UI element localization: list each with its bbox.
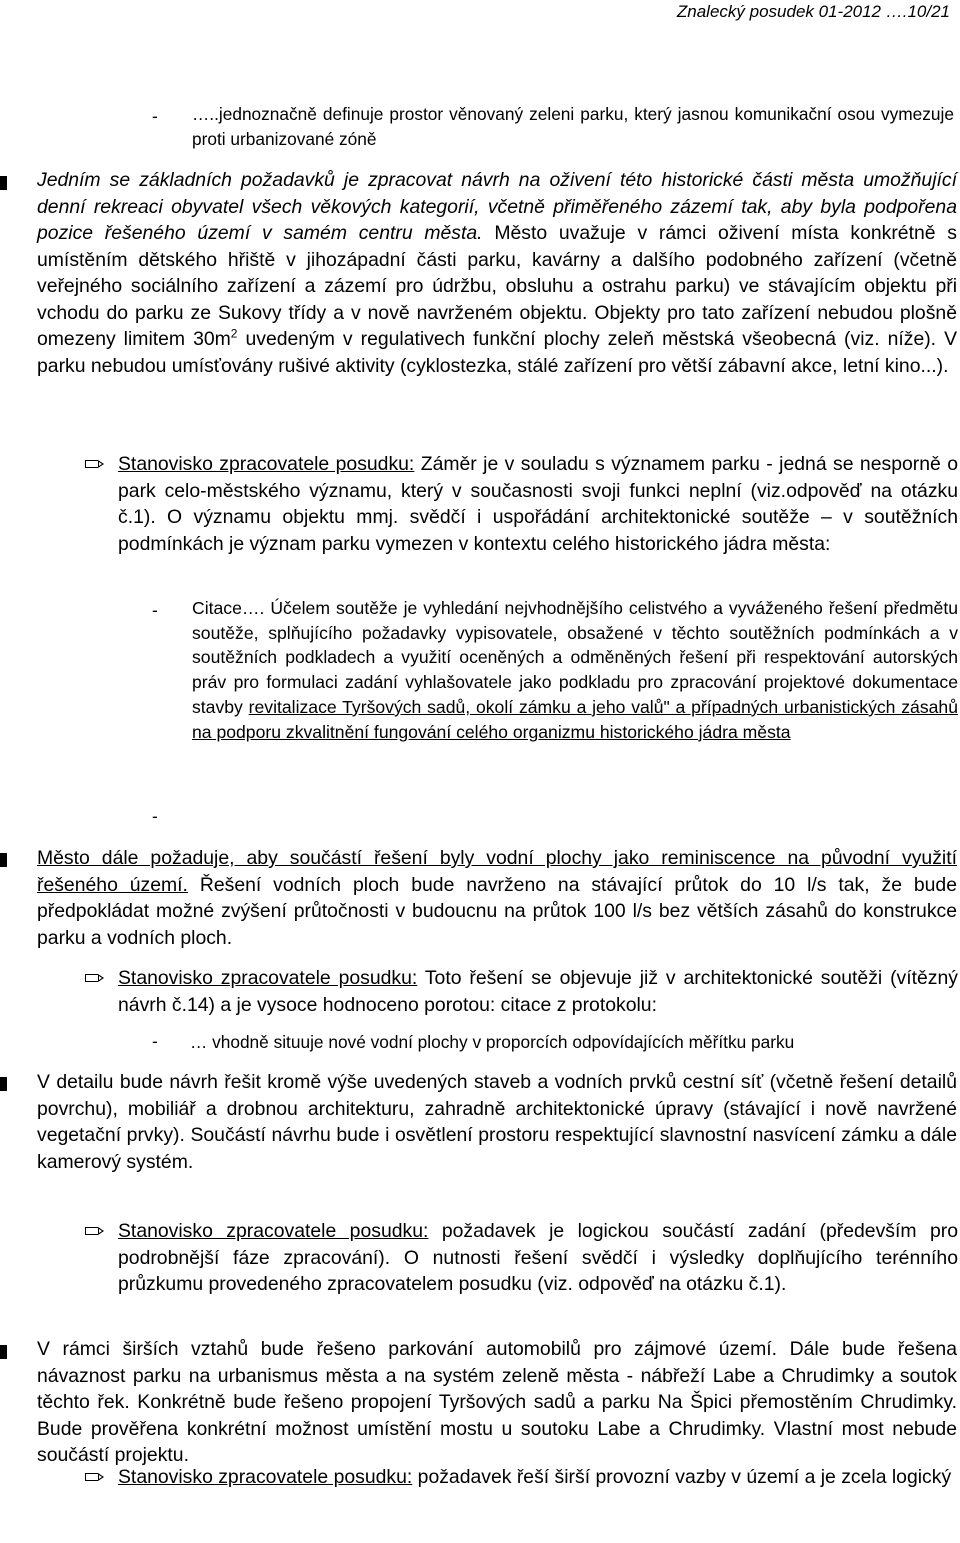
- paragraph-4: V rámci širších vztahů bude řešeno parkování automobilů pro zájmové území. Dále bude řešena návaznost parku na urbanismus města a na systém zeleně města - nábřeží Labe a Chrudimky a soutok těchto řek. Konkrétně bude řešeno propojení Tyršových sadů a parku Na Špici přemostěním Chrudimky. Bude prověřena konkrétní možnost umístění mostu u soutoku Labe a Chrudimky. Vlastní most nebude součástí projektu.: [37, 1338, 957, 1466]
- list-dash: -: [152, 806, 158, 826]
- stanovisko-2: Stanovisko zpracovatele posudku: Toto řešení se objevuje již v architektonické soutěži (vítězný návrh č.14) a je vysoce hodnoceno porotou: citace z protokolu:: [118, 967, 958, 1016]
- arrow-bullet-icon: [85, 974, 98, 982]
- arrow-bullet-icon: [85, 1227, 98, 1235]
- arrow-bullet-icon: [85, 460, 98, 468]
- list-dash: -: [152, 600, 158, 620]
- bullet-square-icon: [0, 1345, 7, 1359]
- bullet-square-icon: [0, 1077, 7, 1091]
- paragraph-3: V detailu bude návrh řešit kromě výše uvedených staveb a vodních prvků cestní síť (včetně řešení detailů povrchu), mobiliář a drobnou architekturu, zahradně architektonické úpravy (stávající i nově navržené vegetační prvky). Součástí návrhu bude i osvětlení prostoru respektující slavnostní nasvícení zámku a dále kamerový systém.: [37, 1071, 957, 1173]
- citation-2: … vhodně situuje nové vodní plochy v proporcích odpovídajících měřítku parku: [190, 1032, 795, 1052]
- paragraph-2: Město dále požaduje, aby součástí řešení byly vodní plochy jako reminiscence na původní využití řešeného území. Řešení vodních ploch bude navrženo na stávající průtok do 10 l/s tak, že bude předpokládat možné zvýšení průtočnosti v budoucnu na průtok 100 l/s bez větších zásahů do konstrukce parku a vodních ploch.: [37, 847, 958, 949]
- bullet-square-icon: [0, 176, 7, 190]
- page-header: Znalecký posudek 01-2012 ….10/21: [676, 2, 950, 21]
- citation-1: Citace…. Účelem soutěže je vyhledání nejvhodnějšího celistvého a vyváženého řešení předmětu soutěže, splňujícího požadavky vypisovatele, obsažené v těchto soutěžních podmínkách a v soutěžních podkladech a využití oceněných a odměněných řešení při respektování autorských práv pro formulaci zadání vyhlašovatele jako podkladu pro zpracování projektové dokumentace stavby revitalizace Tyršových sadů, okolí zámku a jeho valů" a případných urbanistických zásahů na podporu zkvalitnění fungování celého organizmu historického jádra města: [192, 598, 958, 742]
- arrow-bullet-icon: [85, 1473, 98, 1481]
- stanovisko-3: Stanovisko zpracovatele posudku: požadavek je logickou součástí zadání (především pro podrobnější fáze zpracování). O nutnosti řešení svědčí i výsledky doplňujícího terénního průzkumu provedeného zpracovatelem posudku (viz. odpověď na otázku č.1).: [118, 1220, 958, 1295]
- bullet-square-icon: [0, 853, 7, 867]
- list-dash: -: [152, 1031, 158, 1051]
- stanovisko-1: Stanovisko zpracovatele posudku: Záměr je v souladu s významem parku - jedná se nesporně o park celo-městského významu, který v současnosti svoji funkci neplní (viz.odpověď na otázku č.1). O významu objektu mmj. svědčí i uspořádání architektonické soutěže – v soutěžních podmínkách je význam parku vymezen v kontextu celého historického jádra města:: [118, 453, 958, 555]
- intro-text: …..jednoznačně definuje prostor věnovaný zeleni parku, který jasnou komunikační osou vymezuje proti urbanizované zóně: [192, 104, 954, 149]
- list-dash: -: [152, 106, 158, 126]
- stanovisko-4: Stanovisko zpracovatele posudku: požadavek řeší širší provozní vazby v území a je zcela logický: [118, 1466, 952, 1488]
- paragraph-1: Jedním se základních požadavků je zpracovat návrh na oživení této historické části města umožňující denní rekreaci obyvatel všech věkových kategorií, včetně přiměřeného zázemí tak, aby byla podpořena pozice řešeného území v samém centru města. Město uvažuje v rámci oživení místa konkrétně s umístěním dětského hřiště v jihozápadní části parku, kavárny a dalšího podobného zařízení (včetně veřejného sociálního zařízení a zázemí pro údržbu, obsluhu a ostrahu parku) ve stávajícím objektu při vchodu do parku ze Sukovy třídy a v nově navrženém objektu. Objekty pro tato zařízení nebudou plošně omezeny limitem $30m^2$ uvedeným v regulativech funkční plochy zeleň městská všeobecná (viz. níže). V parku nebudou umísťovány rušivé aktivity (cyklostezka, stálé zařízení pro větší zábavní akce, letní kino...).: [37, 169, 958, 377]
